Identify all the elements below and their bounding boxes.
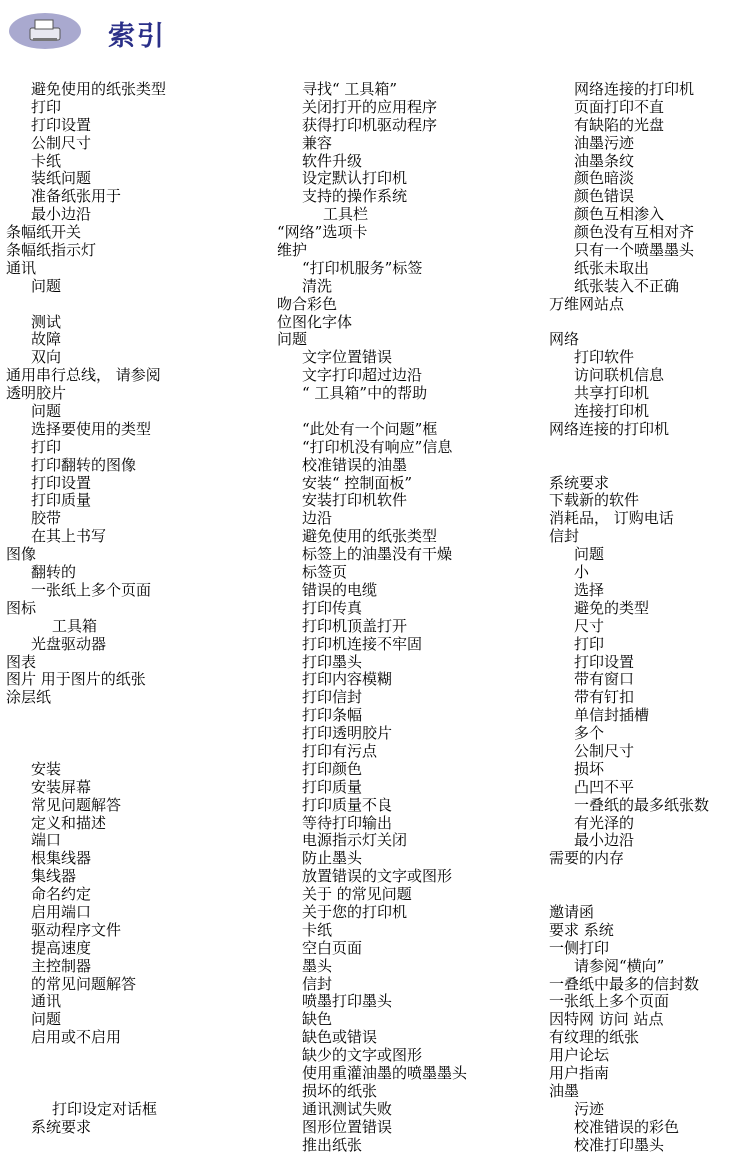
index-entry: 根集线器 [31,849,92,868]
index-spacer [549,457,747,475]
index-entry: 打印机顶盖打开 [302,616,408,635]
index-entry: 凸凹不平 [574,777,635,796]
index-entry: 小 [574,563,590,582]
index-entry: 要求 系统 [549,920,614,939]
index-entry: 测试 [31,312,62,331]
index-entry: 寻找“ 工具箱” [302,80,398,98]
index-entry: 打印 [31,437,62,456]
index-entry: 启用端口 [31,902,92,921]
index-entry: 万维网站点 [549,294,625,313]
index-entry: 推出纸张 [302,1135,363,1154]
index-entry: 条幅纸指示灯 [6,241,97,260]
index-entry: 信封 [549,527,580,546]
index-entry: 多个 [574,724,605,743]
index-entry: 带有钉扣 [574,688,635,707]
index-entry: 校准错误的油墨 [302,455,408,474]
index-spacer [6,296,266,314]
index-entry: 系统要求 [31,1117,92,1136]
index-entry: 装纸问题 [31,169,92,188]
index-entry: 标签上的油墨没有干燥 [302,545,453,564]
index-entry: 打印质量 [302,777,363,796]
index-entry: 常见问题解答 [31,795,122,814]
index-entry: 位图化字体 [277,312,353,331]
index-entry: 错误的电缆 [302,580,378,599]
index-entry: 网络 [549,330,580,349]
index-entry: “打印机服务”标签 [302,258,423,277]
index-entry: 打印颜色 [302,759,363,778]
index-entry: 翻转的 [31,563,77,582]
index-entry: 卡纸 [302,920,333,939]
index-entry: 问题 [31,276,62,295]
index-entry: 污迹 [574,1099,605,1118]
printer-icon [8,12,82,50]
index-entry: 文字打印超过边沿 [302,366,423,385]
index-entry: 损坏 [574,759,605,778]
index-entry: 下载新的软件 [549,491,640,510]
index-entry: 打印有污点 [302,741,378,760]
index-entry: 图表 [6,652,37,671]
index-spacer [6,707,266,725]
index-entry: 一侧打印 [549,938,610,957]
index-entry: 打印设置 [31,473,92,492]
index-entry: 带有窗口 [574,670,635,689]
index-entry: 安装“ 控制面板” [302,473,413,492]
index-entry: 网络连接的打印机 [574,80,695,98]
index-entry: 防止墨头 [302,849,363,868]
index-entry: 主控制器 [31,956,92,975]
index-entry: 打印设置 [574,652,635,671]
index-entry: 有缺陷的光盘 [574,115,665,134]
index-spacer [549,868,747,886]
index-spacer [6,1083,266,1101]
index-entry: 缺色 [302,1010,333,1029]
index-entry: 提高速度 [31,938,92,957]
index-entry: 打印翻转的图像 [31,455,137,474]
index-entry: 图像 [6,545,37,564]
index-entry: 定义和描述 [31,813,107,832]
index-entry: 兼容 [302,133,333,152]
index-entry: “此处有一个问题”框 [302,419,438,438]
index-entry: 一叠纸中最多的信封数 [549,974,700,993]
index-entry: 故障 [31,330,62,349]
index-entry: 安装打印机软件 [302,491,408,510]
index-entry: 边沿 [302,509,333,528]
index-entry: 避免使用的纸张类型 [31,80,167,98]
index-entry: 颜色错误 [574,187,635,206]
index-entry: 校准错误的彩色 [574,1117,680,1136]
page-title: 索引 [108,21,166,52]
index-entry: 图形位置错误 [302,1117,393,1136]
index-spacer [6,1065,266,1083]
index-entry: 问题 [574,545,605,564]
index-entry: 避免的类型 [574,598,650,617]
index-entry: 准备纸张用于 [31,187,122,206]
index-entry: 油墨条纹 [574,151,635,170]
index-spacer [549,886,747,904]
index-entry: 图标 [6,598,37,617]
index-entry: 一叠纸的最多纸张数 [574,795,710,814]
index-spacer [277,403,542,421]
index-entry: 连接打印机 [574,402,650,421]
index-entry: 通讯 [6,258,37,277]
index-entry: 通讯测试失败 [302,1099,393,1118]
index-entry: 页面打印不直 [574,97,665,116]
page-header [8,8,408,50]
index-entry: 透明胶片 [6,384,67,403]
index-entry: 网络连接的打印机 [549,419,670,438]
index-entry: 在其上书写 [31,527,107,546]
index-entry: 设定默认打印机 [302,169,408,188]
index-entry: 通用串行总线， 请参阅 [6,366,161,385]
index-entry: 胶带 [31,509,62,528]
index-entry: 用户论坛 [549,1046,610,1065]
index-entry: 标签页 [302,563,348,582]
index-entry: 命名约定 [31,885,92,904]
index-entry: 放置错误的文字或图形 [302,867,453,886]
index-entry: “打印机没有响应”信息 [302,437,453,456]
index-column-3 [549,81,747,1154]
index-entry: 公制尺寸 [574,741,635,760]
index-entry: 颜色没有互相对齐 [574,223,695,242]
index-entry: 条幅纸开关 [6,223,82,242]
index-entry: 电源指示灯关闭 [302,831,408,850]
index-entry: 图片 用于图片的纸张 [6,670,146,689]
index-entry: 公制尺寸 [31,133,92,152]
index-entry: 打印质量 [31,491,92,510]
index-entry: 关于您的打印机 [302,902,408,921]
index-entry: 颜色互相渗入 [574,205,665,224]
index-entry: 纸张未取出 [574,258,650,277]
index-entry: 打印条幅 [302,706,363,725]
index-entry: 空白页面 [302,938,363,957]
index-entry: 关于 的常见问题 [302,885,412,904]
index-entry: 打印 [574,634,605,653]
index-entry: 信封 [302,974,333,993]
index-entry: 维护 [277,241,308,260]
index-entry: 打印内容模糊 [302,670,393,689]
index-entry: 缺色或错误 [302,1028,378,1047]
index-entry: 颜色暗淡 [574,169,635,188]
index-entry: 使用重灌油墨的喷墨墨头 [302,1063,468,1082]
index-entry: 安装 [31,759,62,778]
index-entry: 单信封插槽 [574,706,650,725]
index-entry: 有纹理的纸张 [549,1028,640,1047]
index-entry: 只有一个喷墨墨头 [574,241,695,260]
index-entry: 安装屏幕 [31,777,92,796]
index-entry: 校准打印墨头 [574,1135,665,1154]
index-entry: 邀请函 [549,902,595,921]
index-entry: 油墨污迹 [574,133,635,152]
index-entry: 打印软件 [574,348,635,367]
index-entry: 清洗 [302,276,333,295]
index-spacer [6,1047,266,1065]
index-entry: 涂层纸 [6,688,52,707]
index-entry: 一张纸上多个页面 [31,580,152,599]
index-entry: 通讯 [31,992,62,1011]
index-entry: 共享打印机 [574,384,650,403]
index-entry: 打印传真 [302,598,363,617]
index-entry: 缺少的文字或图形 [302,1046,423,1065]
index-entry: 获得打印机驱动程序 [302,115,438,134]
index-entry: “网络”选项卡 [277,223,368,242]
index-entry: 系统要求 [549,473,610,492]
index-spacer [549,439,747,457]
index-entry: 损坏的纸张 [302,1081,378,1100]
index-entry: 尺寸 [574,616,605,635]
index-spacer [6,743,266,761]
index-entry: 打印机连接不牢固 [302,634,423,653]
index-entry: 墨头 [302,956,333,975]
index-entry: 油墨 [549,1081,580,1100]
index-entry: 问题 [277,330,308,349]
index-entry: 打印透明胶片 [302,724,393,743]
index-entry: 选择 [574,580,605,599]
index-entry: 打印 [31,97,62,116]
index-entry: 因特网 访问 站点 [549,1010,664,1029]
index-entry: 访问联机信息 [574,366,665,385]
index-entry: 最小边沿 [574,831,635,850]
index-entry: 支持的操作系统 [302,187,408,206]
index-entry: 喷墨打印墨头 [302,992,393,1011]
index-column-1 [6,81,266,1137]
index-entry: 工具箱 [52,616,98,635]
index-entry: 选择要使用的类型 [31,419,152,438]
index-entry: 打印设置 [31,115,92,134]
index-entry: 的常见问题解答 [31,974,137,993]
index-entry: 等待打印输出 [302,813,393,832]
index-entry: 避免使用的纸张类型 [302,527,438,546]
index-entry: 纸张装入不正确 [574,276,680,295]
index-entry: 吻合彩色 [277,294,338,313]
index-entry: 一张纸上多个页面 [549,992,670,1011]
index-entry: 需要的内存 [549,849,625,868]
index-entry: 卡纸 [31,151,62,170]
index-entry: 消耗品， 订购电话 [549,509,674,528]
index-entry: 问题 [31,1010,62,1029]
index-entry: 驱动程序文件 [31,920,122,939]
index-entry: 打印质量不良 [302,795,393,814]
index-entry: 光盘驱动器 [31,634,107,653]
index-entry: 启用或不启用 [31,1028,122,1047]
index-entry: 软件升级 [302,151,363,170]
index-entry: 有光泽的 [574,813,635,832]
index-entry: 集线器 [31,867,77,886]
index-entry: 打印设定对话框 [52,1099,158,1118]
index-entry: 问题 [31,402,62,421]
index-entry: “ 工具箱”中的帮助 [302,384,428,403]
index-entry: 关闭打开的应用程序 [302,97,438,116]
index-entry: 用户指南 [549,1063,610,1082]
index-column-2 [277,81,542,1154]
index-entry: 端口 [31,831,62,850]
index-spacer [549,314,747,332]
index-entry: 打印墨头 [302,652,363,671]
index-entry: 文字位置错误 [302,348,393,367]
index-entry: 最小边沿 [31,205,92,224]
index-entry: 请参阅“横向” [574,956,665,975]
index-entry: 工具栏 [323,205,369,224]
index-entry: 双向 [31,348,62,367]
index-entry: 打印信封 [302,688,363,707]
index-spacer [6,725,266,743]
